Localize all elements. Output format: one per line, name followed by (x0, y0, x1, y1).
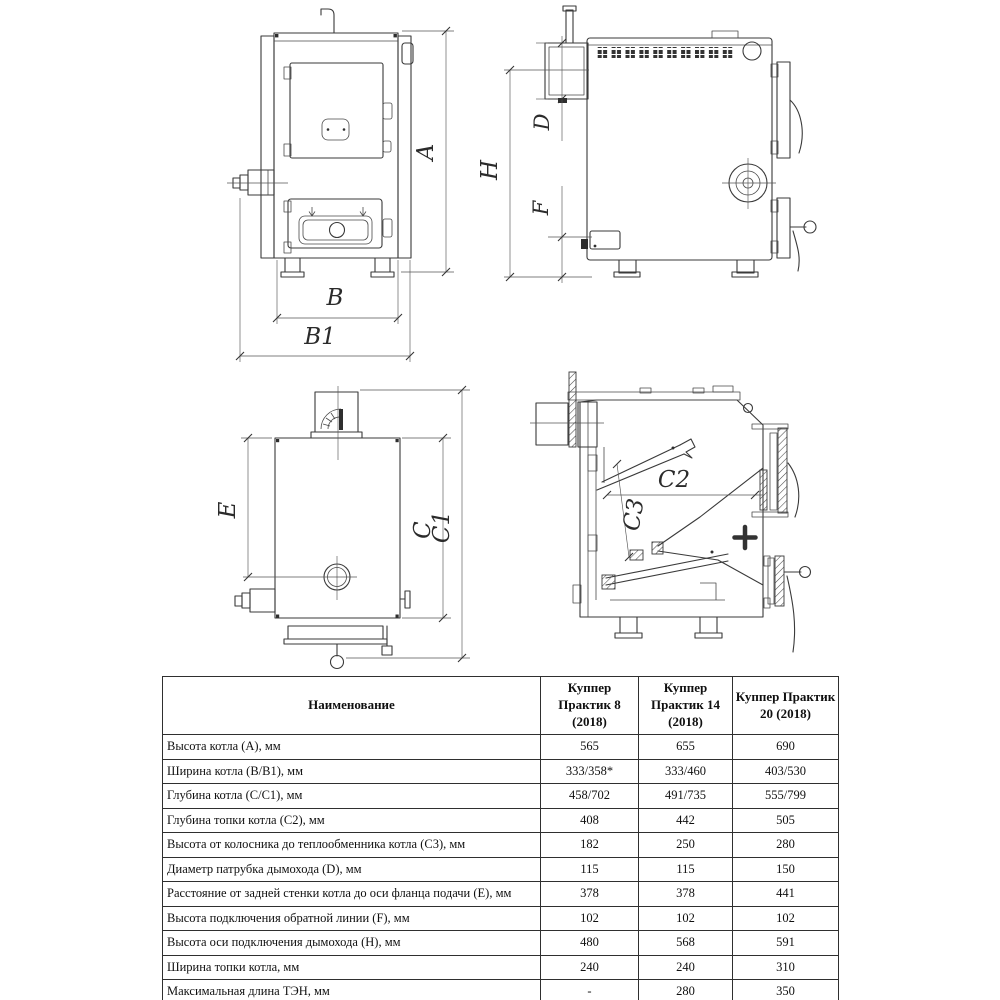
down-arrow-icon (360, 207, 366, 216)
front-upper-door-latch (383, 103, 392, 119)
row-label: Глубина топки котла (С2), мм (163, 808, 541, 833)
col-header-name: Наименование (163, 677, 541, 735)
row-value: 115 (639, 857, 733, 882)
side-upper-door-handle (790, 100, 802, 153)
row-value: 555/799 (733, 784, 839, 809)
row-value: 182 (541, 833, 639, 858)
section-foot-right (700, 617, 717, 633)
dimension-b (273, 260, 402, 324)
top-right-fitting (400, 591, 410, 608)
row-value: 403/530 (733, 759, 839, 784)
dim-label-b1: B1 (304, 324, 336, 350)
dim-label-d: D (530, 113, 554, 131)
row-label: Максимальная длина ТЭН, мм (163, 980, 541, 1000)
dimension-c3 (613, 460, 650, 561)
row-value: 102 (541, 906, 639, 931)
row-label: Высота подключения обратной линии (F), мм (163, 906, 541, 931)
row-value: - (541, 980, 639, 1000)
table-row (163, 857, 839, 882)
row-label: Ширина котла (В/В1), мм (163, 759, 541, 784)
row-value: 102 (639, 906, 733, 931)
section-upper-door-handle (788, 463, 799, 517)
row-value: 250 (639, 833, 733, 858)
row-value: 102 (733, 906, 839, 931)
dim-label-c2: C2 (657, 467, 691, 493)
dimension-d (530, 36, 566, 141)
row-label: Ширина топки котла, мм (163, 955, 541, 980)
side-chimney-connector (545, 6, 588, 103)
dim-label-a: A (413, 143, 439, 161)
spec-table (162, 676, 839, 1000)
row-label: Высота оси подключения дымохода (Н), мм (163, 931, 541, 956)
front-body (274, 33, 398, 258)
dim-label-c3: C3 (618, 496, 650, 533)
table-row (163, 735, 839, 760)
front-right-side-panel (398, 36, 411, 258)
side-view-drawing (477, 6, 816, 283)
top-body (275, 438, 400, 618)
row-value: 441 (733, 882, 839, 907)
dimension-h (477, 66, 589, 281)
row-value: 115 (541, 857, 639, 882)
dim-label-f: F (529, 200, 553, 216)
table-row (163, 955, 839, 980)
dim-label-e: E (215, 501, 241, 519)
top-ash-pan (284, 626, 392, 669)
row-value: 491/735 (639, 784, 733, 809)
dimension-b1 (236, 198, 414, 362)
front-foot-left (285, 258, 300, 272)
table-row (163, 931, 839, 956)
section-lower-door (764, 556, 811, 652)
col-header-kupper-praktik-8: Куппер Практик 8 (2018) (541, 677, 639, 735)
section-view-drawing (530, 372, 811, 652)
row-value: 480 (541, 931, 639, 956)
spec-table-header-row (163, 677, 839, 735)
row-value: 240 (541, 955, 639, 980)
dimension-c2 (603, 467, 763, 499)
dimension-e (215, 434, 272, 581)
section-chimney (530, 372, 604, 447)
table-row (163, 980, 839, 1000)
vent-grid (596, 47, 735, 58)
front-shaker-rod (321, 9, 334, 33)
side-lower-door (771, 198, 816, 271)
section-grate (602, 550, 728, 600)
dimension-f (529, 186, 592, 283)
front-left-side-panel (261, 36, 274, 258)
row-value: 655 (639, 735, 733, 760)
row-value: 442 (639, 808, 733, 833)
side-foot-left (619, 260, 636, 273)
dim-label-c1: C1 (429, 510, 455, 544)
front-view-drawing (227, 9, 454, 362)
row-value: 240 (639, 955, 733, 980)
section-foot-left (620, 617, 637, 633)
side-body (587, 38, 772, 260)
dim-label-c: C (410, 521, 436, 539)
air-rosette-icon (735, 527, 756, 548)
row-value: 565 (541, 735, 639, 760)
ash-pan-handle (331, 656, 344, 669)
drain-valve (382, 646, 392, 655)
front-door-handle-hole (330, 223, 345, 238)
row-value: 280 (639, 980, 733, 1000)
front-upper-door (290, 63, 383, 158)
row-value: 350 (733, 980, 839, 1000)
table-row (163, 833, 839, 858)
col-header-kupper-praktik-14: Куппер Практик 14 (2018) (639, 677, 733, 735)
row-value: 591 (733, 931, 839, 956)
row-value: 458/702 (541, 784, 639, 809)
row-label: Высота котла (А), мм (163, 735, 541, 760)
row-label: Диаметр патрубка дымохода (D), мм (163, 857, 541, 882)
row-value: 310 (733, 955, 839, 980)
table-row (163, 906, 839, 931)
dim-label-h: H (477, 159, 503, 181)
row-value: 378 (639, 882, 733, 907)
row-value: 505 (733, 808, 839, 833)
row-value: 150 (733, 857, 839, 882)
table-row (163, 808, 839, 833)
down-arrow-icon (309, 207, 315, 216)
top-left-flange (235, 589, 275, 612)
side-upper-door (771, 62, 802, 158)
row-value: 568 (639, 931, 733, 956)
front-supply-flange (227, 170, 288, 195)
row-label: Высота от колосника до теплообменника котла (С3), мм (163, 833, 541, 858)
dim-label-b: B (326, 285, 344, 311)
row-value: 333/460 (639, 759, 733, 784)
side-return-flange (722, 158, 776, 209)
table-row (163, 882, 839, 907)
table-row (163, 759, 839, 784)
table-row (163, 784, 839, 809)
front-foot-right (375, 258, 390, 272)
row-value: 333/358* (541, 759, 639, 784)
row-value: 378 (541, 882, 639, 907)
col-header-kupper-praktik-20: Куппер Практик 20 (2018) (733, 677, 839, 735)
row-value: 280 (733, 833, 839, 858)
row-value: 690 (733, 735, 839, 760)
row-value: 408 (541, 808, 639, 833)
side-foot-right (737, 260, 754, 273)
dimension-c1 (346, 386, 470, 662)
row-label: Расстояние от задней стенки котла до оси фланца подачи (Е), мм (163, 882, 541, 907)
side-top-tab (712, 31, 738, 38)
top-view-drawing (215, 386, 470, 669)
row-label: Глубина котла (С/С1), мм (163, 784, 541, 809)
top-chimney-elbow (311, 386, 362, 460)
top-supply-flange-circle (243, 556, 357, 600)
